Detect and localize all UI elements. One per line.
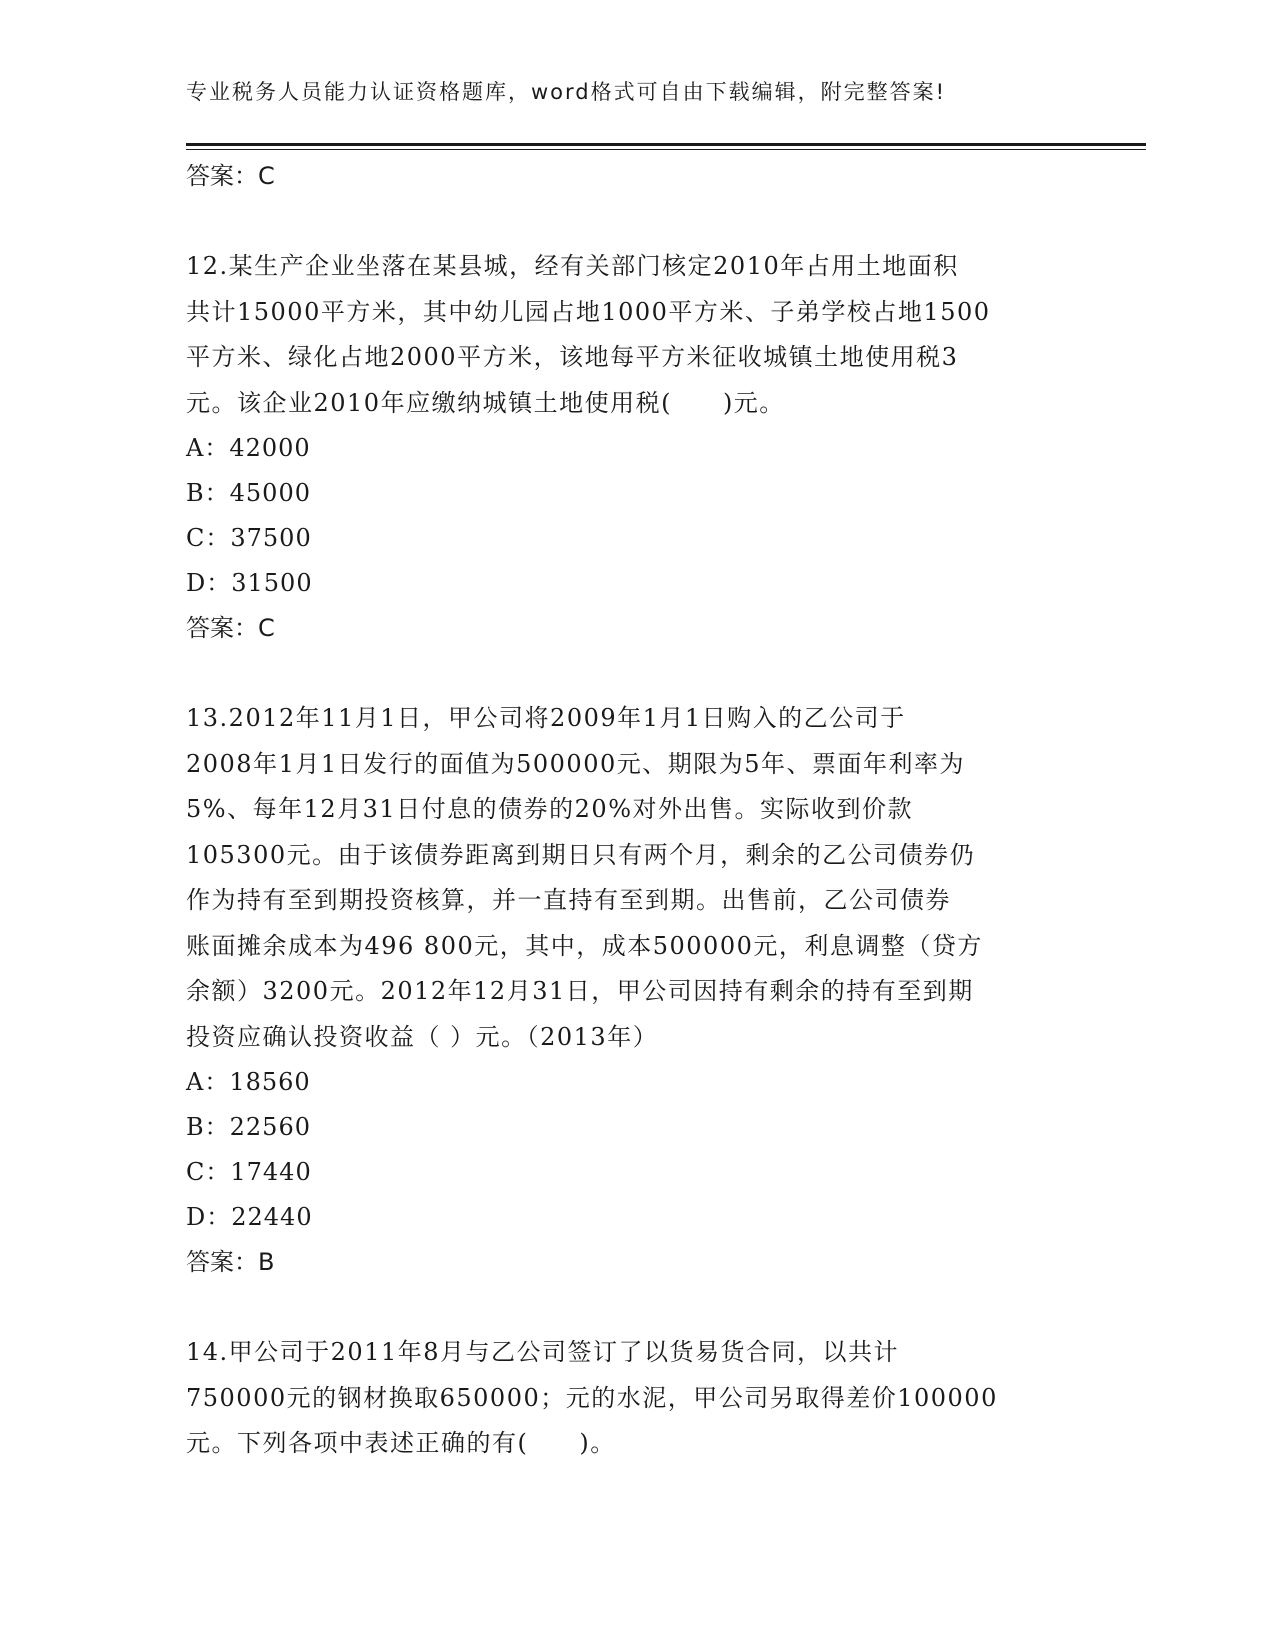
question-line: 750000元的钢材换取650000；元的水泥，甲公司另取得差价100000 — [186, 1383, 998, 1412]
question-line: 13.2012年11月1日，甲公司将2009年1月1日购入的乙公司于 — [186, 704, 906, 732]
answer-13: 答案：B — [186, 1248, 275, 1276]
option-d: D：22440 — [186, 1203, 313, 1231]
question-line: 12.某生产企业坐落在某县城，经有关部门核定2010年占用土地面积 — [186, 252, 959, 280]
question-13 — [186, 696, 1086, 1060]
option-a: A：42000 — [186, 434, 311, 462]
question-line: 共计15000平方米，其中幼儿园占地1000平方米、子弟学校占地1500 — [186, 297, 991, 326]
question-line: 14.甲公司于2011年8月与乙公司签订了以货易货合同，以共计 — [186, 1338, 900, 1366]
question-line: 作为持有至到期投资核算，并一直持有至到期。出售前，乙公司债券 — [186, 886, 951, 914]
option-c: C：17440 — [186, 1158, 312, 1186]
option-b: B：22560 — [186, 1113, 311, 1141]
header-divider-thin — [186, 149, 1146, 150]
previous-answer: 答案：C — [186, 162, 275, 190]
question-line: 平方米、绿化占地2000平方米，该地每平方米征收城镇土地使用税3 — [186, 343, 959, 371]
header-divider-thick — [186, 143, 1146, 146]
option-b: B：45000 — [186, 479, 311, 507]
question-line: 投资应确认投资收益（ ）元。（2013年） — [186, 1022, 659, 1051]
question-line: 余额）3200元。2012年12月31日，甲公司因持有剩余的持有至到期 — [186, 977, 974, 1005]
option-c: C：37500 — [186, 524, 312, 552]
question-list — [186, 154, 1086, 1467]
option-a: A：18560 — [186, 1068, 311, 1096]
question-line: 2008年1月1日发行的面值为500000元、期限为5年、票面年利率为 — [186, 749, 966, 778]
question-line: 105300元。由于该债券距离到期日只有两个月，剩余的乙公司债券仍 — [186, 840, 976, 869]
question-line: 元。该企业2010年应缴纳城镇土地使用税( )元。 — [186, 388, 785, 417]
question-line: 5%、每年12月31日付息的债券的20%对外出售。实际收到价款 — [186, 795, 913, 823]
question-12 — [186, 244, 1086, 426]
question-line: 账面摊余成本为496 800元，其中，成本500000元，利息调整（贷方 — [186, 931, 983, 960]
question-14 — [186, 1330, 1086, 1467]
question-line: 元。下列各项中表述正确的有( )。 — [186, 1429, 616, 1457]
page-header: 专业税务人员能力认证资格题库，word格式可自由下载编辑，附完整答案! — [186, 80, 947, 104]
answer-12: 答案：C — [186, 614, 275, 642]
option-d: D：31500 — [186, 569, 313, 597]
